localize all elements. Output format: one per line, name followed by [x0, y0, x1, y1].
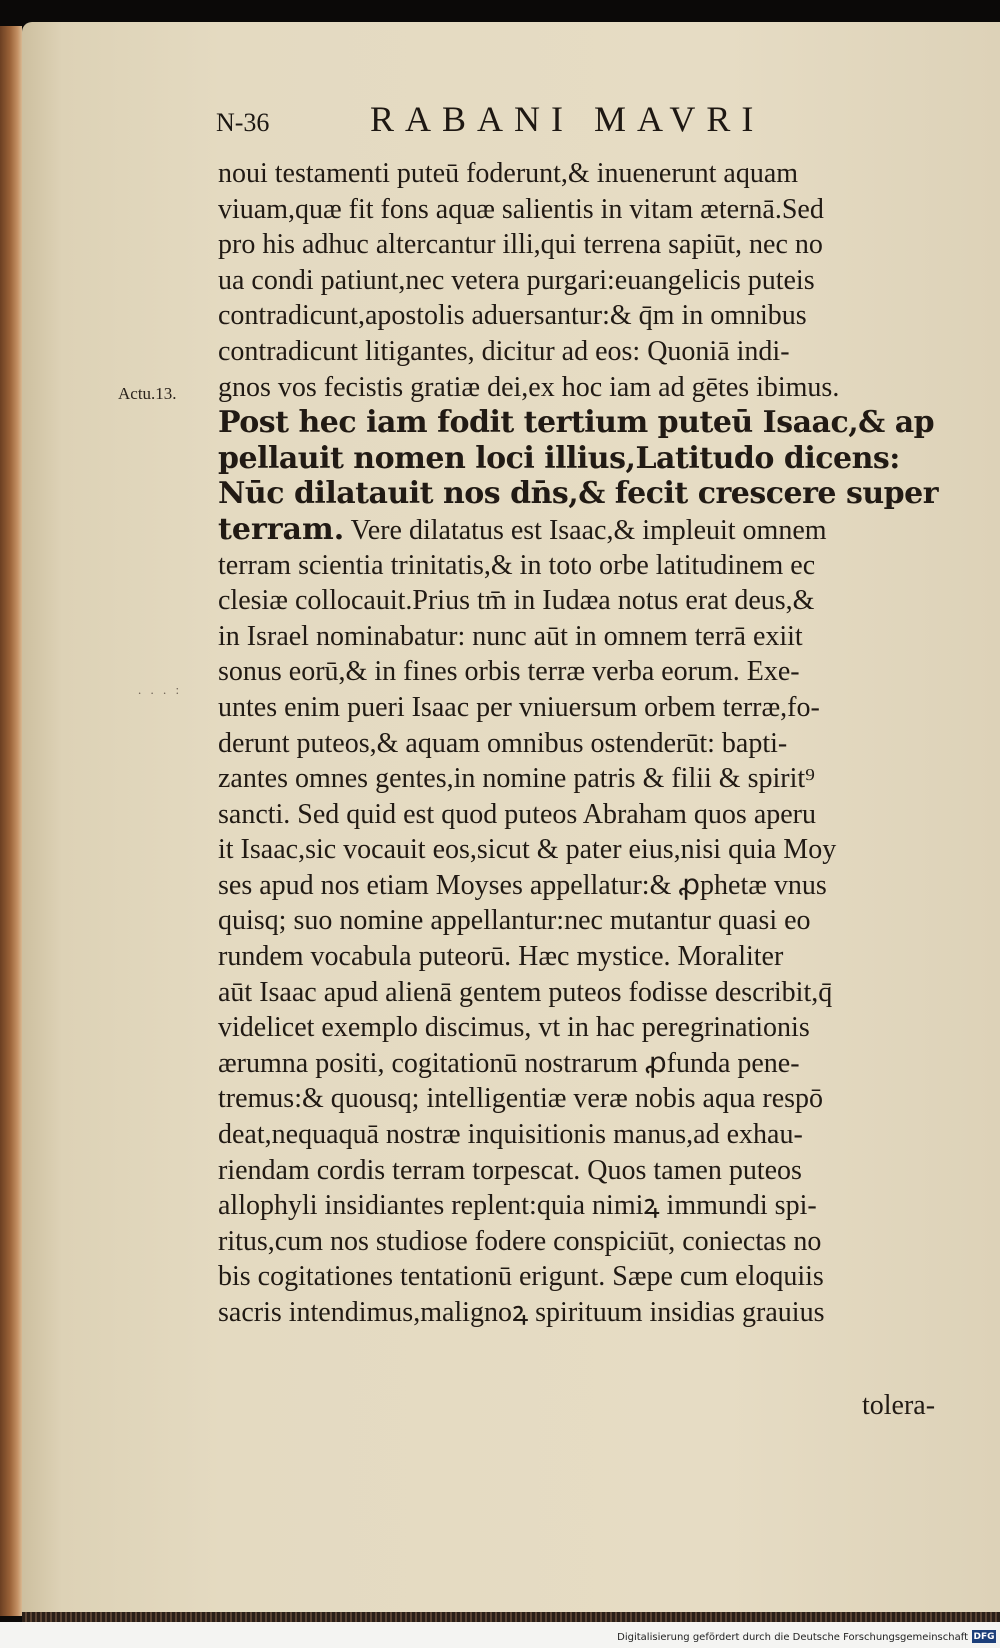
text-line: bis cogitationes tentationū erigunt. Sæpe cum eloquiis	[218, 1261, 824, 1293]
running-head: RABANI MAVRI	[370, 99, 765, 139]
gothic-line: Post hec iam fodit tertium puteū Isaac,& ap	[218, 405, 935, 441]
text-line: zantes omnes gentes,in nomine patris & filii & spirit⁹	[218, 763, 815, 795]
page-bottom-edge	[22, 1612, 1000, 1622]
footer-credit: Digitalisierung gefördert durch die Deutsche Forschungsgemeinschaft	[617, 1632, 968, 1643]
text-line: viuam,quæ fit fons aquæ salientis in vitam æternā.Sed	[218, 193, 824, 225]
main-text-block	[218, 156, 950, 1331]
text-line: ua condi patiunt,nec vetera purgari:euangelicis puteis	[218, 264, 815, 296]
text-line: sancti. Sed quid est quod puteos Abraham quos aperu	[218, 798, 817, 830]
text-line: untes enim pueri Isaac per vniuersum orbem terræ,fo-	[218, 691, 820, 723]
marginal-reference: Actu.13.	[118, 384, 177, 403]
text-line: videlicet exemplo discimus, vt in hac peregrinationis	[218, 1012, 810, 1044]
catchword: tolera-	[862, 1390, 936, 1421]
text-line: rundem vocabula puteorū. Hæc mystice. Moraliter	[218, 941, 784, 973]
folio-number: N-36	[216, 108, 270, 137]
text-line: sonus eorū,& in fines orbis terræ verba eorum. Exe-	[218, 656, 800, 688]
text-line: aūt Isaac apud alienā gentem puteos fodisse describit,q̄	[218, 976, 833, 1008]
text-line: riendam cordis terram torpescat. Quos tamen puteos	[218, 1154, 802, 1186]
book-spine-edge	[0, 26, 22, 1616]
text-line: sacris intendimus,malignoꝝ spirituum insidias grauius	[218, 1297, 825, 1328]
text-line: it Isaac,sic vocauit eos,sicut & pater eius,nisi quia Moy	[218, 834, 837, 866]
text-line: contradicunt,apostolis aduersantur:& q̄m in omnibus	[218, 300, 807, 332]
text-line: derunt puteos,& aquam omnibus ostenderūt: bapti-	[218, 727, 788, 759]
text-line: in Israel nominabatur: nunc aūt in omnem terrā exiit	[218, 620, 803, 652]
text-line: quisq; suo nomine appellantur:nec mutantur quasi eo	[218, 905, 811, 937]
text-line: pro his adhuc altercantur illi,qui terrena sapiūt, nec no	[218, 229, 823, 261]
text-line: gnos vos fecistis gratiæ dei,ex hoc iam ad gētes ibimus.	[218, 371, 840, 403]
text-line: contradicunt litigantes, dicitur ad eos: Quoniā indi-	[218, 335, 790, 367]
text-line: clesiæ collocauit.Prius tm̄ in Iudæa notus erat deus,&	[218, 585, 815, 617]
roman-text: Vere dilatatus est Isaac,& impleuit omnem	[344, 514, 827, 546]
gothic-line: pellauit nomen loci illius,Latitudo dicens:	[218, 440, 900, 476]
marginal-dots: . . . :	[138, 682, 183, 697]
mixed-line	[218, 512, 950, 548]
text-line: deat,nequaquā nostræ inquisitionis manus,ad exhau-	[218, 1119, 803, 1151]
text-line: ses apud nos etiam Moyses appellatur:& ꝓphetæ vnus	[218, 869, 827, 901]
text-line: noui testamenti puteū foderunt,& inuenerunt aquam	[218, 158, 799, 189]
text-line: ritus,cum nos studiose fodere conspiciūt, coniectas no	[218, 1225, 822, 1257]
text-line: allophyli insidiantes replent:quia nimiꝝ immundi spi-	[218, 1190, 817, 1222]
gothic-word: terram.	[218, 511, 345, 547]
text-line: ærumna positi, cogitationū nostrarum ꝓfunda pene-	[218, 1047, 800, 1079]
text-line: terram scientia trinitatis,& in toto orbe latitudinem ec	[218, 549, 816, 581]
gothic-line: Nūc dilatauit nos dn̄s,& fecit crescere super	[218, 476, 939, 512]
text-line: tremus:& quousq; intelligentiæ veræ nobis aqua respō	[218, 1083, 824, 1115]
dfg-logo: DFG	[973, 1631, 995, 1642]
